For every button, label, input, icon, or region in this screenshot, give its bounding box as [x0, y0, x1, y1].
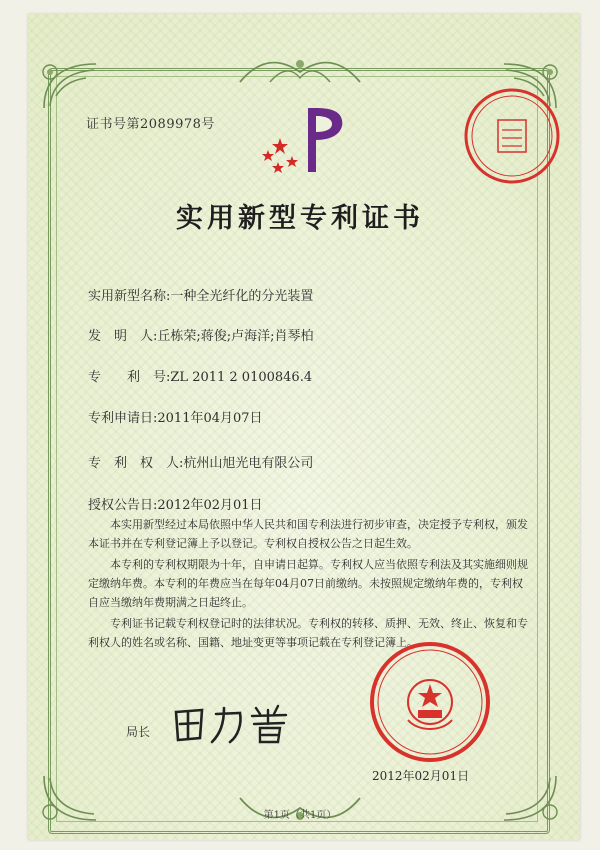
director-signature-icon — [168, 698, 308, 748]
field-value: 丘栋荣;蒋俊;卢海洋;肖琴柏 — [157, 329, 314, 344]
field-label: 专 利 号: — [88, 370, 171, 385]
field-value: 杭州山旭光电有限公司 — [183, 456, 314, 471]
director-label: 局长 — [126, 725, 151, 739]
field-label: 专 利 权 人: — [88, 456, 184, 471]
tax-seal-icon — [460, 84, 564, 188]
body-paragraph: 专利证书记载专利权登记时的法律状况。专利权的转移、质押、无效、终止、恢复和专利权人的姓名或名称、国籍、地址变更等事项记载在专利登记簿上。 — [88, 617, 528, 649]
patent-number-field — [88, 366, 312, 385]
field-label: 发 明 人: — [88, 329, 158, 344]
field-label: 授权公告日: — [88, 498, 158, 513]
patent-office-logo-icon — [258, 100, 358, 180]
field-value: ZL 2011 2 0100846.4 — [170, 370, 313, 385]
patentee-field — [88, 452, 313, 471]
field-label: 专利申请日: — [88, 411, 158, 426]
issue-date: 2012年02月01日 — [372, 769, 470, 783]
corner-ornament-icon — [36, 56, 126, 116]
certificate-number: 证书号第2089978号 — [86, 117, 215, 132]
field-value: 2012年02月01日 — [157, 498, 263, 513]
utility-model-name-field — [88, 285, 313, 304]
body-paragraph: 本专利的专利权期限为十年，自申请日起算。专利权人应当依照专利法及其实施细则规定缴纳年费。本专利的年费应当在每年04月07日前缴纳。未按照规定缴纳年费的，专利权自应当缴纳年费期满之日起终止。 — [88, 558, 528, 609]
page-number: 第1页（共1页） — [263, 810, 337, 821]
application-date-field — [88, 407, 263, 426]
inventors-field — [88, 325, 314, 344]
certificate-title: 实用新型专利证书 — [176, 203, 424, 234]
official-seal-icon — [368, 640, 492, 764]
field-value: 2011年04月07日 — [157, 411, 263, 426]
top-center-ornament-icon — [230, 52, 370, 92]
body-paragraph: 本实用新型经过本局依照中华人民共和国专利法进行初步审查，决定授予专利权，颁发本证书并在专利登记簿上予以登记。专利权自授权公告之日起生效。 — [88, 518, 528, 550]
field-value: 一种全光纤化的分光装置 — [170, 289, 314, 304]
field-label: 实用新型名称: — [88, 289, 171, 304]
grant-date-field — [88, 494, 263, 513]
